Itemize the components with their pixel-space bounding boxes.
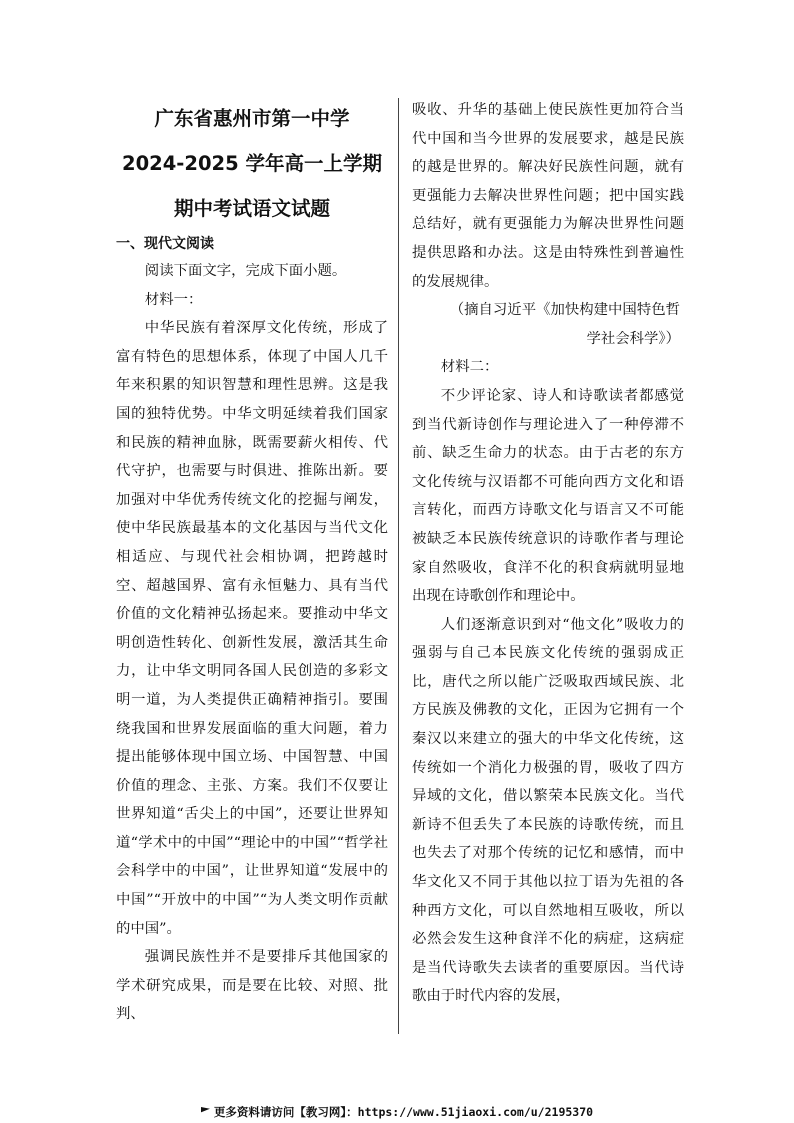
footer-banner <box>0 1104 794 1120</box>
title-line-2: 2024-2025 学年高一上学期 <box>122 152 382 175</box>
right-column <box>412 96 684 1011</box>
material1-paragraph-1: 中华民族有着深厚文化传统，形成了富有特色的思想体系，体现了中国人几千年来积累的知识智慧和理性思辨。这是我国的独特优势。中华文明延续着我们国家和民族的精神血脉，既需要薪火相传、代代守护，也需要与时俱进、推陈出新。要加强对中华优秀传统文化的挖掘与阐发，使中华民族最基本的文化基因与当代文化相适应、与现代社会相协调，把跨越时空、超越国界、富有永恒魅力、具有当代价值的文化精神弘扬起来。要推动中华文明创造性转化、创新性发展，激活其生命力，让中华文明同各国人民创造的多彩文明一道，为人类提供正确精神指引。要围绕我国和世界发展面临的重大问题，着力提出能够体现中国立场、中国智慧、中国价值的理念、主张、方案。我们不仅要让世界知道“舌尖上的中国”，还要让世界知道“学术中的中国”“理论中的中国”“哲学社会科学中的中国”，让世界知道“发展中的中国”“开放中的中国”“为人类文明作贡献的中国”。 <box>116 320 388 937</box>
title-line-3: 期中考试语文试题 <box>173 197 330 220</box>
section-heading: 一、现代文阅读 <box>116 236 214 252</box>
column-divider <box>398 98 399 1034</box>
flag-icon <box>201 1107 210 1116</box>
material2-label: 材料二： <box>440 359 499 376</box>
title-line-1: 广东省惠州市第一中学 <box>154 107 350 130</box>
footer-link[interactable]: https://www.51jiaoxi.com/u/2195370 <box>357 1105 594 1119</box>
material1-label: 材料一： <box>144 291 203 308</box>
material1-paragraph-2-start: 强调民族性并不是要排斥其他国家的学术研究成果，而是要在比较、对照、批判、 <box>116 949 388 1023</box>
material2-paragraph-2: 人们逐渐意识到对“他文化”吸收力的强弱与自己本民族文化传统的强弱成正比，唐代之所以能广泛吸取西域民族、北方民族及佛教的文化，正因为它拥有一个秦汉以来建立的强大的中华文化传统，这传统如一个消化力极强的胃，吸收了四方异域的文化，借以繁荣本民族文化。当代新诗不但丢失了本民族的诗歌传统，而且也失去了对那个传统的记忆和感情，而中华文化又不同于其他以拉丁语为先祖的各种西方文化，可以自然地相互吸收，所以必然会发生这种食洋不化的病症，这病症是当代诗歌失去读者的重要原因。当代诗歌由于时代内容的发展， <box>412 616 684 1005</box>
left-column <box>116 96 388 1029</box>
material1-source-line-1: （摘自习近平《加快构建中国特色哲 <box>449 302 680 319</box>
material1-paragraph-2-cont: 吸收、升华的基础上使民族性更加符合当代中国和当今世界的发展要求，越是民族的越是世界的。解决好民族性问题，就有更强能力去解决世界性问题；把中国实践总结好，就有更强能力为解决世界性问题提供思路和办法。这是由特殊性到普遍性的发展规律。 <box>412 102 684 290</box>
document-title <box>116 96 388 231</box>
footer-prefix: 更多资料请访问【教习网】： <box>213 1105 358 1119</box>
material2-paragraph-1: 不少评论家、诗人和诗歌读者都感觉到当代新诗创作与理论进入了一种停滞不前、缺乏生命力的状态。由于古老的东方文化传统与汉语都不可能向西方文化和语言转化，而西方诗歌文化与语言又不可能被缺乏本民族传统意识的诗歌作者与理论家自然吸收，食洋不化的积食病就明显地出现在诗歌创作和理论中。 <box>412 387 684 605</box>
material1-source-line-2: 学社会科学》） <box>586 330 680 347</box>
instruction-text: 阅读下面文字，完成下面小题。 <box>144 263 347 279</box>
